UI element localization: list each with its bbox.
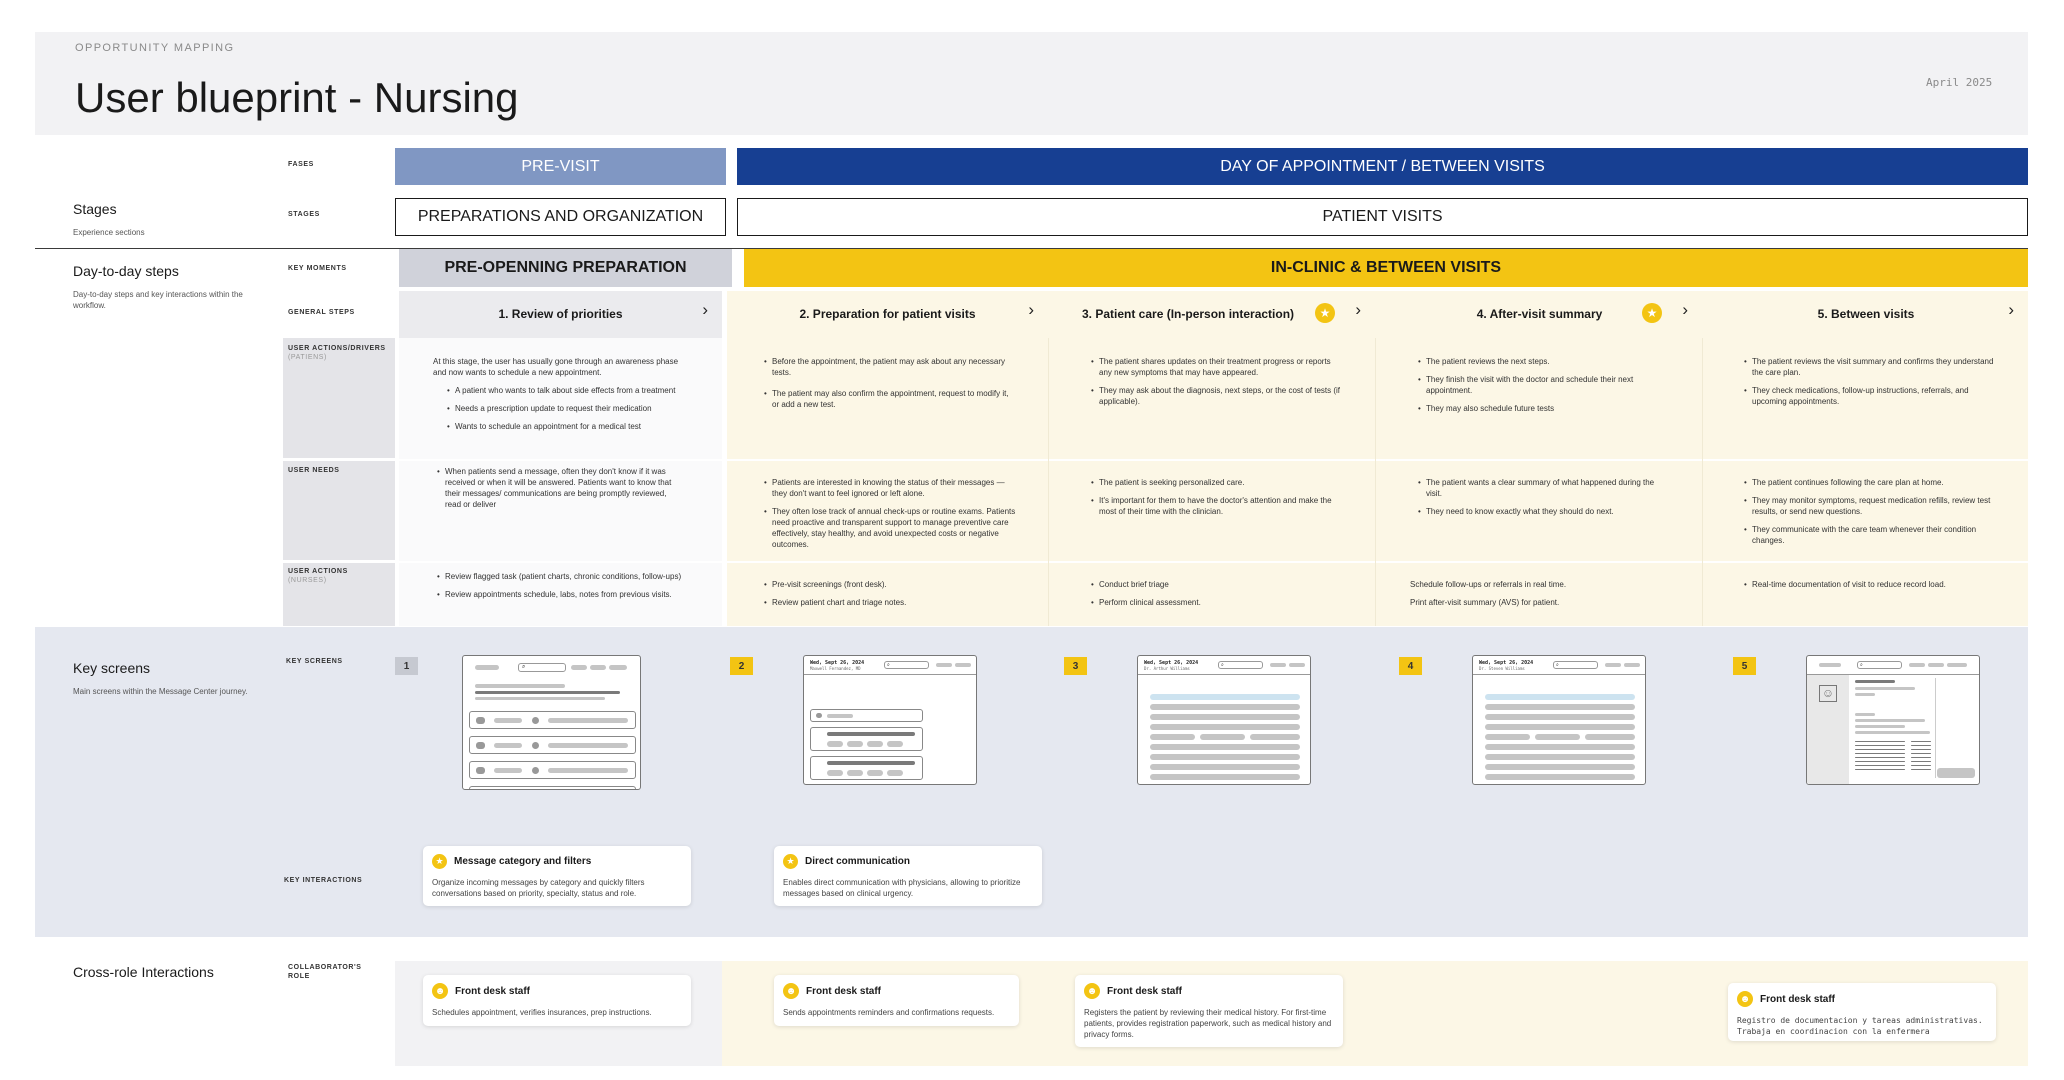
search-icon: ⌕ — [884, 661, 929, 669]
row-label-user-actions: USER ACTIONS (NURSES) — [288, 568, 348, 584]
row-label-key-screens: KEY SCREENS — [286, 658, 343, 665]
person-icon: ☻ — [1737, 991, 1753, 1007]
chevron-right-icon: › — [1682, 300, 1688, 319]
search-icon: ⌕ — [1857, 661, 1902, 669]
section-desc-stages: Experience sections — [73, 228, 145, 237]
key-interaction-desc-2: Enables direct communication with physicians, allowing to prioritize messages based on clinical urgency. — [783, 878, 1021, 898]
cell-actions-2: • Pre-visit screenings (front desk). • Review patient chart and triage notes. — [764, 579, 1014, 615]
cell-actions-4: Schedule follow-ups or referrals in real time. Print after-visit summary (AVS) for patient. — [1410, 580, 1567, 607]
star-icon: ★ — [1315, 303, 1335, 323]
row-label-user-needs: USER NEEDS — [288, 467, 340, 474]
screen-number-5: 5 — [1733, 657, 1756, 675]
row-divider-1 — [283, 459, 2028, 461]
screen-2-name: Maxwell Fernandez, MD — [810, 666, 861, 671]
screen-2-wireframe[interactable] — [803, 655, 977, 785]
star-icon: ★ — [783, 854, 798, 869]
collaborator-desc-3: Registers the patient by reviewing their medical history. For first-time patients, provides registration paperwork, such as medical history and privacy forms. — [1084, 1008, 1332, 1039]
collaborator-desc-1: Schedules appointment, verifies insurances, prep instructions. — [432, 1008, 652, 1017]
cell-drivers-5: • The patient reviews the visit summary and confirms they understand the care plan. • They check medications, follow-up instructions, referrals, and upcoming appointments. — [1744, 356, 2000, 414]
chevron-right-icon: › — [702, 300, 708, 319]
search-icon: ⌕ — [1218, 661, 1263, 669]
collaborator-card-2[interactable] — [774, 975, 1019, 1026]
key-interaction-card-1[interactable] — [423, 846, 691, 906]
person-icon: ☻ — [783, 983, 799, 999]
row-label-key-moments: KEY MOMENTS — [288, 265, 347, 272]
header-date: April 2025 — [1926, 76, 1993, 89]
screen-number-3: 3 — [1064, 657, 1087, 675]
fase-day-of-appointment: DAY OF APPOINTMENT / BETWEEN VISITS — [737, 148, 2028, 185]
screen-5-wireframe[interactable] — [1806, 655, 1980, 785]
chevron-right-icon: › — [2008, 300, 2014, 319]
cell-actions-1: • Review flagged task (patient charts, chronic conditions, follow-ups) • Review appointments schedule, labs, notes from previous visits. — [437, 571, 683, 607]
search-icon: ⌕ — [518, 663, 566, 672]
screen-4-date: Wed, Sept 26, 2024 — [1479, 660, 1534, 666]
cell-needs-5: • The patient continues following the care plan at home. • They may monitor symptoms, request medication refills, review test results, or send new questions. • They communicate with the care team whenever their condition changes. — [1744, 477, 2000, 553]
row-label-drivers: USER ACTIONS/DRIVERS (PATIENS) — [288, 345, 386, 361]
cell-needs-3: • The patient is seeking personalized care. • It's important for them to have the doctor's attention and make the most of their time with the clinician. — [1091, 477, 1341, 524]
person-icon: ☻ — [1084, 983, 1100, 999]
avatar-icon: ☺ — [1819, 685, 1837, 702]
row-label-collab-role: COLLABORATOR'S ROLE — [288, 964, 362, 980]
collaborator-title-2: Front desk staff — [806, 985, 882, 997]
row-label-key-interactions: KEY INTERACTIONS — [284, 877, 363, 884]
star-icon: ★ — [432, 854, 447, 869]
cell-drivers-3: • The patient shares updates on their treatment progress or reports any new symptoms that may have appeared. • They may ask about the diagnosis, next steps, or the cost of tests (if applicable). — [1091, 356, 1341, 414]
page-title: User blueprint - Nursing — [75, 74, 519, 121]
header-kicker: OPPORTUNITY MAPPING — [75, 42, 235, 54]
fase-pre-visit: PRE-VISIT — [395, 148, 726, 185]
row-label-stages: STAGES — [288, 211, 320, 218]
cell-drivers-4: • The patient reviews the next steps. • They finish the visit with the doctor and schedule their next appointment. • They may also schedule future tests — [1418, 356, 1668, 421]
key-interaction-desc-1: Organize incoming messages by category and quickly filters conversations based on priority, specialty, status and role. — [432, 878, 645, 898]
screen-4-name: Dr. Steven Williams — [1479, 666, 1525, 671]
collaborator-card-1[interactable] — [423, 975, 691, 1026]
screen-number-1: 1 — [395, 657, 418, 675]
step-3-patient-care[interactable]: 3. Patient care (In-person interaction) ★ › — [1050, 291, 1375, 336]
section-desc-key-screens: Main screens within the Message Center journey. — [73, 687, 248, 696]
collaborator-title-1: Front desk staff — [455, 985, 531, 997]
row-label-fases: FASES — [288, 161, 314, 168]
screen-1-wireframe[interactable] — [462, 655, 641, 790]
row-divider-2 — [283, 561, 2028, 563]
cell-needs-2: • Patients are interested in knowing the status of their messages — they don't want to feel ignored or left alone. • They often lose track of annual check-ups or routine exams. Patients need proactive and transparent support to manage preventive care effectively, stay healthy, and avoid unexpected costs or negative outcomes. — [764, 477, 1020, 557]
chevron-right-icon: › — [1028, 300, 1034, 319]
collaborator-title-4: Front desk staff — [1760, 993, 1836, 1005]
screen-3-wireframe[interactable] — [1137, 655, 1311, 785]
section-title-key-screens: Key screens — [73, 660, 151, 676]
screen-3-date: Wed, Sept 26, 2024 — [1144, 660, 1199, 666]
collaborator-title-3: Front desk staff — [1107, 985, 1183, 997]
col-divider-3 — [1048, 338, 1049, 626]
screen-3-name: Dr. Arthur Williams — [1144, 666, 1190, 671]
search-icon: ⌕ — [1553, 661, 1598, 669]
section-title-stages: Stages — [73, 201, 117, 217]
collaborator-desc-2: Sends appointments reminders and confirmations requests. — [783, 1008, 995, 1017]
collaborator-desc-4: Registro de documentacion y tareas administrativas. Trabaja en coordinacion con la enfermera — [1737, 1016, 1983, 1036]
collaborator-card-3[interactable] — [1075, 975, 1343, 1047]
cell-drivers-2: • Before the appointment, the patient may ask about any necessary tests. • The patient may also confirm the appointment, request to modify it, or add a new test. — [764, 356, 1014, 417]
cell-drivers-1: At this stage, the user has usually gone through an awareness phase and now wants to schedule a new appointment. • A patient who wants to talk about side effects from a treatment • Needs a prescription update to request their medication • Wants to schedule an appointment for a medical test — [433, 356, 683, 439]
collaborator-card-4[interactable] — [1728, 983, 1996, 1041]
step-1-review-priorities[interactable]: 1. Review of priorities › — [498, 300, 708, 321]
screen-4-wireframe[interactable] — [1472, 655, 1646, 785]
stage-preparations: PREPARATIONS AND ORGANIZATION — [395, 198, 726, 236]
key-interaction-title-2: Direct communication — [805, 856, 911, 867]
cell-needs-1: • When patients send a message, often they don't know if it was received or when it will be answered. Patients want to know that their messages/ communications are being promptly reviewed, read or deliver — [437, 466, 683, 517]
key-interaction-card-2[interactable] — [774, 846, 1042, 906]
chevron-right-icon: › — [1355, 300, 1361, 319]
star-icon: ★ — [1642, 303, 1662, 323]
section-title-cross-role: Cross-role Interactions — [73, 964, 214, 980]
cell-actions-3: • Conduct brief triage • Perform clinical assessment. — [1091, 579, 1341, 615]
cell-actions-5: • Real-time documentation of visit to reduce record load. — [1744, 579, 2000, 597]
stage-patient-visits: PATIENT VISITS — [737, 198, 2028, 236]
screen-number-4: 4 — [1399, 657, 1422, 675]
person-icon: ☻ — [432, 983, 448, 999]
key-moment-in-clinic: IN-CLINIC & BETWEEN VISITS — [744, 249, 2028, 287]
row-label-general-steps: GENERAL STEPS — [288, 309, 355, 316]
label-bg-needs — [283, 460, 395, 560]
cell-needs-4: • The patient wants a clear summary of what happened during the visit. • They need to know exactly what they should do next. — [1418, 477, 1668, 524]
step-2-preparation[interactable]: 2. Preparation for patient visits › — [799, 300, 1034, 321]
key-moment-pre: PRE-OPENNING PREPARATION — [399, 249, 732, 287]
section-title-day: Day-to-day steps — [73, 263, 179, 279]
step-4-after-visit[interactable]: 4. After-visit summary ★ › — [1377, 291, 1702, 336]
screen-2-date: Wed, Sept 26, 2024 — [810, 660, 865, 666]
screen-number-2: 2 — [730, 657, 753, 675]
col-divider-4 — [1375, 338, 1376, 626]
section-desc-day: Day-to-day steps and key interactions within the workflow. — [73, 290, 243, 310]
col-divider-5 — [1702, 338, 1703, 626]
step-5-between-visits[interactable]: 5. Between visits › — [1817, 300, 2014, 321]
key-interaction-title-1: Message category and filters — [454, 856, 592, 867]
